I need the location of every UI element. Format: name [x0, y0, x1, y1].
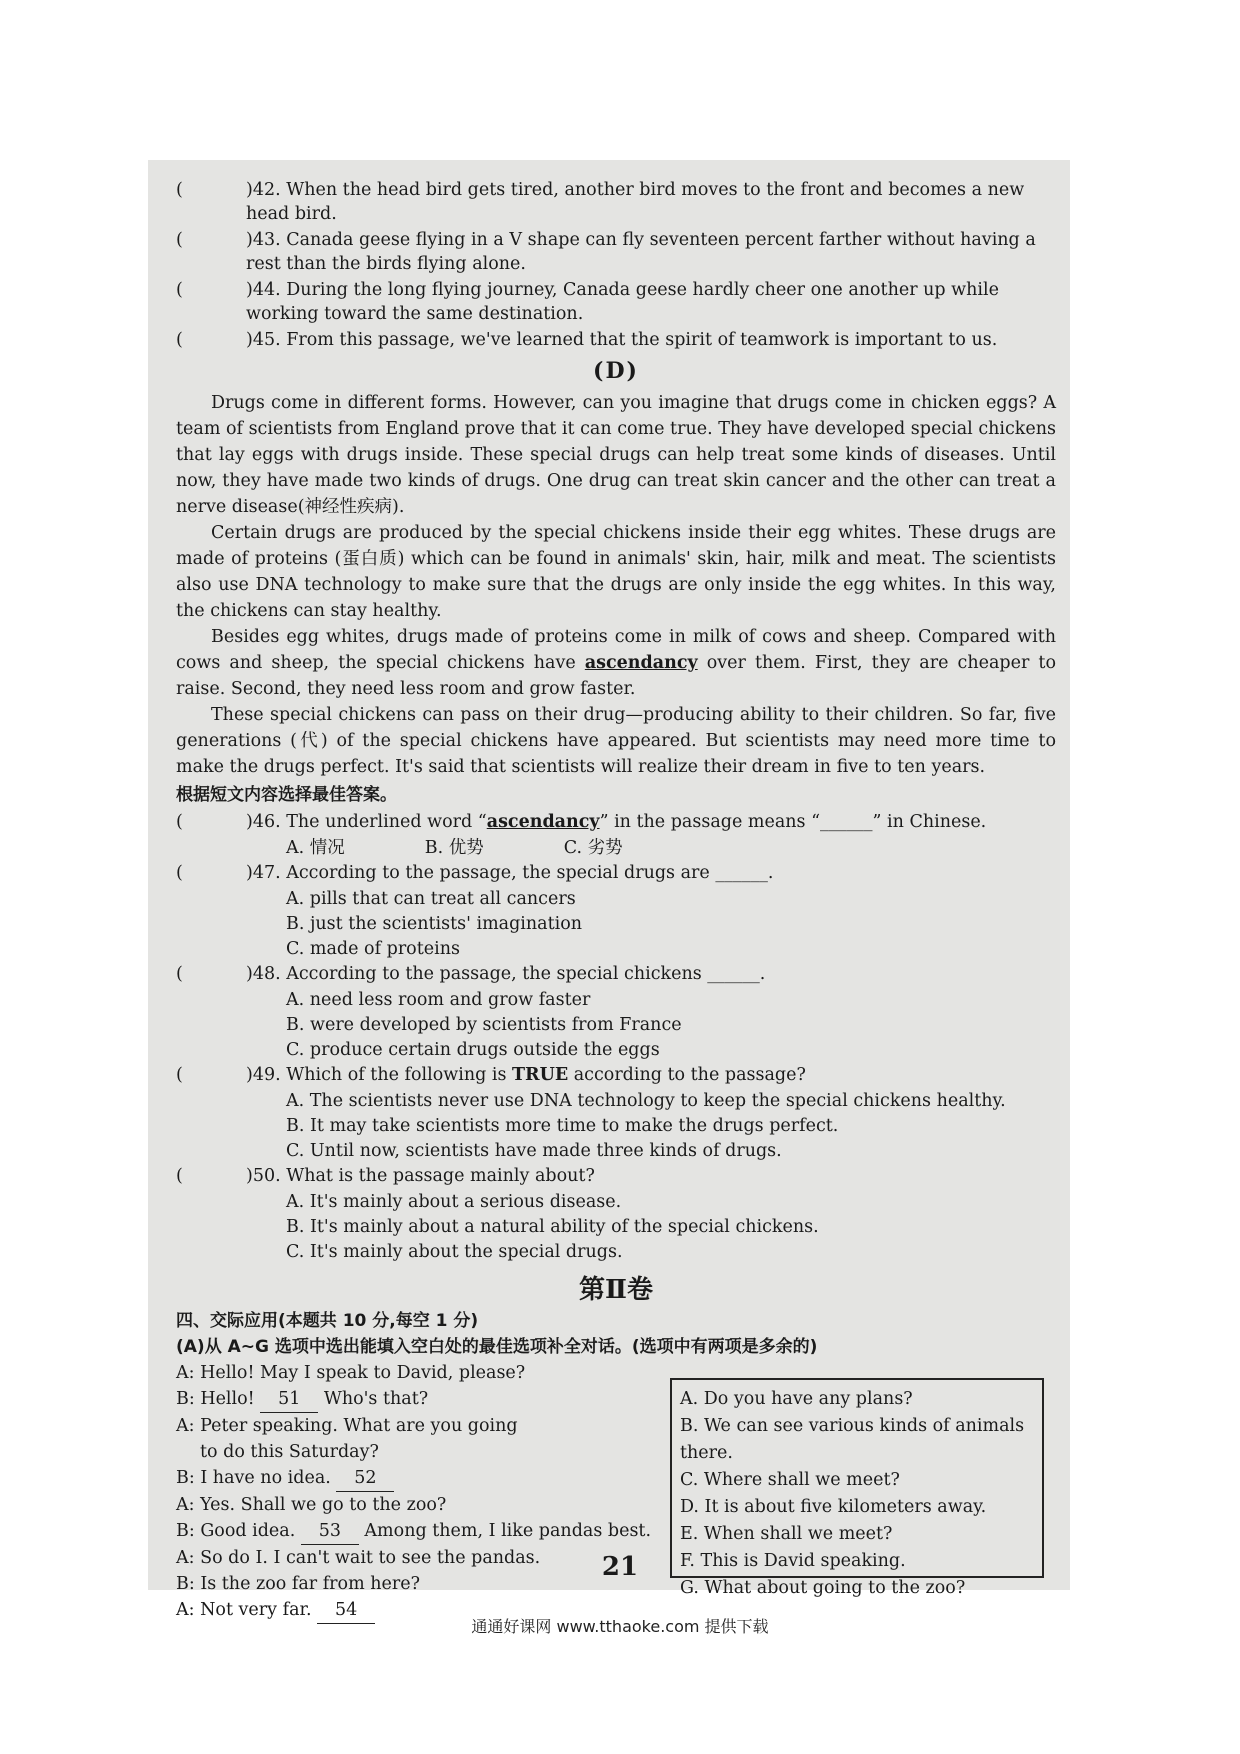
question-49: ( )49. Which of the following is TRUE according to the passage?: [176, 1065, 806, 1085]
question-45: ( )45. From this passage, we've learned that the spirit of teamwork is important to us.: [176, 330, 998, 350]
question-49-options: [176, 1089, 1056, 1164]
option: B. It may take scientists more time to make the drugs perfect.: [286, 1116, 839, 1136]
volume-title: 第Ⅱ卷: [579, 1275, 653, 1305]
question-44: ( )44. During the long flying journey, Canada geese hardly cheer one another up while working toward the same destination.: [176, 280, 999, 324]
option: C. It's mainly about the special drugs.: [286, 1242, 623, 1262]
question-50: ( )50. What is the passage mainly about?: [176, 1166, 595, 1186]
answer-blank: 54: [317, 1597, 375, 1624]
page-content: [176, 178, 1056, 1624]
dialog-line: A: Hello! May I speak to David, please?: [176, 1363, 526, 1383]
option: B. just the scientists' imagination: [286, 914, 583, 934]
question-46-options: [176, 836, 1056, 861]
dialog-line: A: Not very far. 54: [176, 1597, 646, 1624]
question-50-options: [176, 1190, 1056, 1265]
options-box: [670, 1378, 1044, 1598]
dialog-line: A: Peter speaking. What are you going: [176, 1416, 518, 1436]
passage-paragraph: These special chickens can pass on their drug—producing ability to their children. So far, five generations (代) of the special chickens have appeared. But scientists may need more time to make the drugs perfect. It's said that scientists will realize their dream in five to ten years.: [176, 705, 1056, 777]
dialog-line: A: Yes. Shall we go to the zoo?: [176, 1495, 447, 1515]
dialog-lines: [176, 1360, 652, 1624]
option: A. need less room and grow faster: [286, 990, 591, 1010]
instruction-text: 根据短文内容选择最佳答案。: [176, 785, 397, 805]
option: A. The scientists never use DNA technology to keep the special chickens healthy.: [286, 1091, 1006, 1111]
answer-blank: 53: [301, 1518, 359, 1545]
question-48: ( )48. According to the passage, the special chickens ______.: [176, 964, 766, 984]
question-46: ( )46. The underlined word “ascendancy” in the passage means “______” in Chinese.: [176, 812, 987, 832]
question-48-options: [176, 988, 1056, 1063]
option: F. This is David speaking.: [680, 1551, 906, 1571]
answer-blank: 52: [336, 1465, 394, 1492]
passage-paragraph: Certain drugs are produced by the special chickens inside their egg whites. These drugs are made of proteins (蛋白质) which can be found in animals' skin, hair, milk and meat. The scientists also use DNA technology to make sure that the drugs are only inside the egg whites. In this way, the chickens can stay healthy.: [176, 523, 1056, 621]
dialog-line: B: Hello! 51 Who's that?: [176, 1386, 646, 1413]
dialog-line: B: I have no idea. 52: [176, 1465, 646, 1492]
question-43: ( )43. Canada geese flying in a V shape can fly seventeen percent farther without having a rest than the birds flying alone.: [176, 230, 1036, 274]
underlined-word: ascendancy: [486, 812, 600, 832]
dialog-line: A: So do I. I can't wait to see the pandas.: [176, 1548, 541, 1568]
question-47: ( )47. According to the passage, the special drugs are ______.: [176, 863, 774, 883]
option: B. were developed by scientists from France: [286, 1015, 682, 1035]
part-four-subtitle: (A)从 A~G 选项中选出能填入空白处的最佳选项补全对话。(选项中有两项是多余的): [176, 1337, 818, 1357]
answer-blank: 51: [260, 1386, 318, 1413]
option: C. Until now, scientists have made three kinds of drugs.: [286, 1141, 782, 1161]
option: D. It is about five kilometers away.: [680, 1497, 987, 1517]
question-42: ( )42. When the head bird gets tired, another bird moves to the front and becomes a new head bird.: [176, 180, 1025, 224]
option: A. 情况: [286, 838, 345, 858]
dialog-section: [176, 1360, 1056, 1624]
page-number: 21: [601, 1552, 639, 1582]
questions-42-45: [176, 178, 1056, 352]
question-47-options: [176, 887, 1056, 962]
part-four-title: 四、交际应用(本题共 10 分,每空 1 分): [176, 1311, 479, 1331]
passage-paragraph: Drugs come in different forms. However, can you imagine that drugs come in chicken eggs? A team of scientists from England prove that it can come true. They have developed special chickens that lay eggs with drugs inside. These special drugs can help treat some kinds of diseases. Until now, they have made two kinds of drugs. One drug can treat skin cancer and the other can treat a nerve disease(神经性疾病).: [176, 393, 1056, 517]
option: C. 劣势: [563, 838, 623, 858]
option: C. produce certain drugs outside the eggs: [286, 1040, 660, 1060]
option: G. What about going to the zoo?: [680, 1578, 966, 1598]
underlined-word: ascendancy: [584, 653, 698, 673]
option: E. When shall we meet?: [680, 1524, 893, 1544]
option: B. We can see various kinds of animals there.: [680, 1416, 1025, 1463]
passage-d: [176, 390, 1056, 780]
passage-paragraph: Besides egg whites, drugs made of proteins come in milk of cows and sheep. Compared with cows and sheep, the special chickens have ascendancy over them. First, they are cheaper to raise. Second, they need less room and grow faster.: [176, 627, 1056, 699]
section-d-title: (D): [593, 358, 639, 384]
option: A. Do you have any plans?: [680, 1389, 913, 1409]
option: A. pills that can treat all cancers: [286, 889, 576, 909]
dialog-line: to do this Saturday?: [200, 1442, 379, 1462]
dialog-line: B: Is the zoo far from here?: [176, 1574, 420, 1594]
option: A. It's mainly about a serious disease.: [286, 1192, 622, 1212]
option: B. It's mainly about a natural ability of the special chickens.: [286, 1217, 819, 1237]
dialog-line: B: Good idea. 53 Among them, I like pandas best.: [176, 1518, 646, 1545]
option: B. 优势: [424, 838, 484, 858]
option: C. Where shall we meet?: [680, 1470, 900, 1490]
footer-text: 通通好课网 www.tthaoke.com 提供下载: [471, 1617, 769, 1636]
option: C. made of proteins: [286, 939, 460, 959]
